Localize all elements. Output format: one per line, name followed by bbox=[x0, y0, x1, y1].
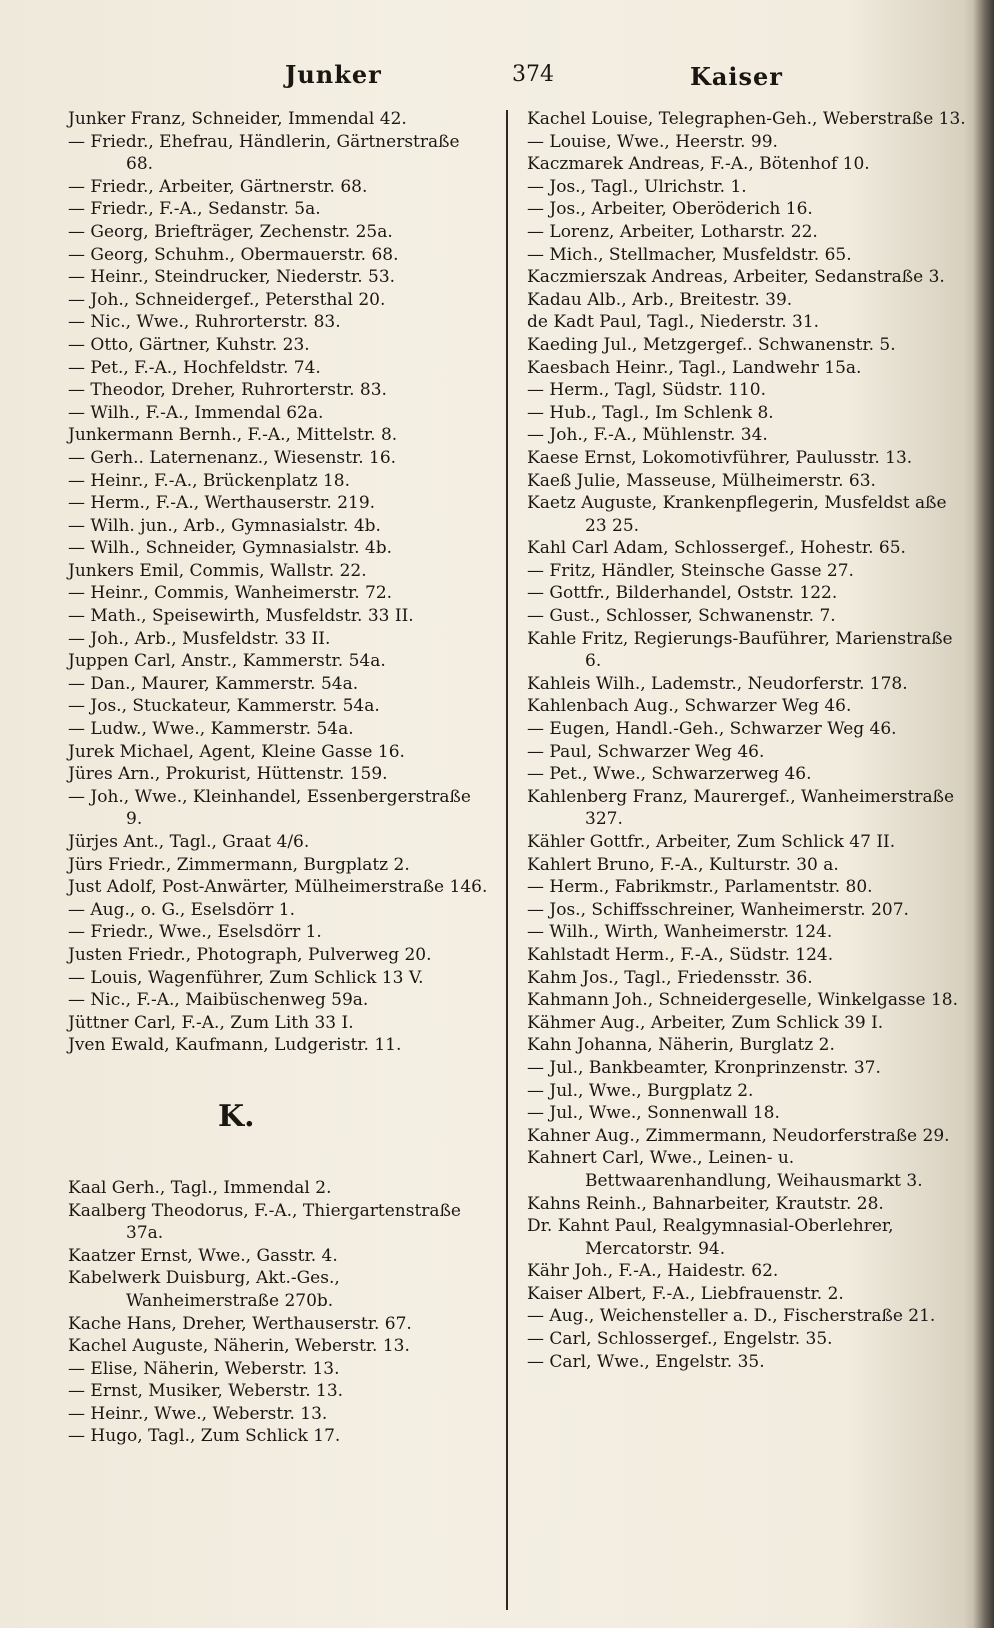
page-number: 374 bbox=[512, 62, 554, 87]
directory-entry: Kaese Ernst, Lokomotivführer, Paulusstr. 13. bbox=[527, 447, 913, 468]
directory-entry: — Heinr., Steindrucker, Niederstr. 53. bbox=[68, 267, 396, 288]
directory-entry: Kahlert Bruno, F.-A., Kulturstr. 30 a. bbox=[527, 854, 839, 875]
directory-entry: Kache Hans, Dreher, Werthauserstr. 67. bbox=[68, 1313, 412, 1334]
directory-entry: — Dan., Maurer, Kammerstr. 54a. bbox=[68, 673, 359, 694]
directory-entry: Jürs Friedr., Zimmermann, Burgplatz 2. bbox=[68, 854, 410, 875]
directory-entry: Justen Friedr., Photograph, Pulverweg 20. bbox=[68, 944, 432, 965]
directory-entry: — Gottfr., Bilderhandel, Oststr. 122. bbox=[527, 583, 838, 604]
directory-entry: Kaczmarek Andreas, F.-A., Bötenhof 10. bbox=[527, 154, 870, 175]
directory-entry: Jüres Arn., Prokurist, Hüttenstr. 159. bbox=[68, 764, 388, 785]
directory-entry: — Fritz, Händler, Steinsche Gasse 27. bbox=[527, 560, 854, 581]
directory-entry: Kaal Gerh., Tagl., Immendal 2. bbox=[68, 1177, 332, 1198]
directory-entry: — Friedr., Arbeiter, Gärtnerstr. 68. bbox=[68, 176, 368, 197]
book-spine-shadow bbox=[972, 0, 994, 1628]
header-left-keyword: Junker bbox=[285, 60, 382, 89]
directory-entry: — Aug., o. G., Eselsdörr 1. bbox=[68, 899, 296, 920]
directory-entry: Jurek Michael, Agent, Kleine Gasse 16. bbox=[68, 741, 405, 762]
directory-entry: Junker Franz, Schneider, Immendal 42. bbox=[68, 109, 407, 129]
directory-entry: — Jul., Bankbeamter, Kronprinzenstr. 37. bbox=[527, 1057, 881, 1078]
directory-entry: — Mich., Stellmacher, Musfeldstr. 65. bbox=[527, 244, 852, 265]
directory-entry: — Heinr., Commis, Wanheimerstr. 72. bbox=[68, 583, 393, 604]
section-letter: K. bbox=[218, 1098, 255, 1134]
directory-entry: Kachel Louise, Telegraphen-Geh., Weberstraße 13. bbox=[527, 109, 966, 129]
directory-entry: Kähr Joh., F.-A., Haidestr. 62. bbox=[527, 1261, 779, 1282]
directory-entry: — Jos., Stuckateur, Kammerstr. 54a. bbox=[68, 696, 380, 717]
directory-entry: Kahmann Joh., Schneidergeselle, Winkelgasse 18. bbox=[527, 990, 958, 1011]
directory-entry: — Wilh., F.-A., Immendal 62a. bbox=[68, 402, 324, 423]
directory-entry: — Friedr., Ehefrau, Händlerin, Gärtnerstraße 68. bbox=[68, 131, 460, 175]
directory-entry: — Jul., Wwe., Sonnenwall 18. bbox=[527, 1103, 780, 1124]
directory-entry: Kaeding Jul., Metzgergef.. Schwanenstr. 5. bbox=[527, 334, 896, 355]
directory-entry: — Joh., Wwe., Kleinhandel, Essenbergerstraße 9. bbox=[68, 786, 471, 830]
directory-entry: Kaetz Auguste, Krankenpflegerin, Musfeldst aße 23 25. bbox=[527, 493, 947, 536]
directory-entry: Dr. Kahnt Paul, Realgymnasial-Oberlehrer, Mercatorstr. 94. bbox=[527, 1216, 894, 1259]
directory-entry: — Friedr., F.-A., Sedanstr. 5a. bbox=[68, 199, 321, 220]
directory-entry: — Ludw., Wwe., Kammerstr. 54a. bbox=[68, 719, 354, 740]
directory-entry: Kahlstadt Herm., F.-A., Südstr. 124. bbox=[527, 944, 834, 965]
directory-entry: — Jos., Arbeiter, Oberöderich 16. bbox=[527, 199, 813, 220]
directory-entry: — Hugo, Tagl., Zum Schlick 17. bbox=[68, 1426, 341, 1447]
directory-entry: — Joh., Schneidergef., Petersthal 20. bbox=[68, 289, 386, 310]
directory-entry: Kadau Alb., Arb., Breitestr. 39. bbox=[527, 289, 793, 310]
directory-entry: Kahnert Carl, Wwe., Leinen- u. Bettwaarenhandlung, Weihausmarkt 3. bbox=[527, 1148, 923, 1191]
directory-entry: Jven Ewald, Kaufmann, Ludgeristr. 11. bbox=[68, 1035, 402, 1056]
directory-entry: — Herm., Fabrikmstr., Parlamentstr. 80. bbox=[527, 877, 873, 898]
directory-entry: Kabelwerk Duisburg, Akt.-Ges., Wanheimerstraße 270b. bbox=[68, 1268, 340, 1311]
directory-entry: — Eugen, Handl.-Geh., Schwarzer Weg 46. bbox=[527, 719, 897, 740]
directory-entry: — Theodor, Dreher, Ruhrorterstr. 83. bbox=[68, 380, 387, 401]
directory-entry: — Georg, Schuhm., Obermauerstr. 68. bbox=[68, 244, 399, 265]
directory-entry: Junkers Emil, Commis, Wallstr. 22. bbox=[68, 560, 367, 581]
directory-entry: Junkermann Bernh., F.-A., Mittelstr. 8. bbox=[68, 425, 398, 446]
directory-entry: de Kadt Paul, Tagl., Niederstr. 31. bbox=[527, 312, 820, 333]
directory-entry: — Herm., F.-A., Werthauserstr. 219. bbox=[68, 493, 376, 514]
directory-entry: Kahlenberg Franz, Maurergef., Wanheimerstraße 327. bbox=[527, 786, 955, 830]
directory-entry: — Paul, Schwarzer Weg 46. bbox=[527, 741, 765, 762]
directory-entry: — Heinr., Wwe., Weberstr. 13. bbox=[68, 1403, 328, 1424]
directory-entry: — Louise, Wwe., Heerstr. 99. bbox=[527, 131, 778, 152]
directory-entry: Kaiser Albert, F.-A., Liebfrauenstr. 2. bbox=[527, 1283, 844, 1304]
directory-entry: Kahleis Wilh., Lademstr., Neudorferstr. 178. bbox=[527, 673, 908, 694]
directory-entry: Kaeß Julie, Masseuse, Mülheimerstr. 63. bbox=[527, 470, 876, 491]
directory-entry: — Aug., Weichensteller a. D., Fischerstraße 21. bbox=[527, 1306, 936, 1327]
directory-entry: — Carl, Wwe., Engelstr. 35. bbox=[527, 1351, 765, 1372]
directory-entry: — Otto, Gärtner, Kuhstr. 23. bbox=[68, 334, 310, 355]
directory-entry: — Nic., Wwe., Ruhrorterstr. 83. bbox=[68, 312, 341, 333]
directory-entry: Kahl Carl Adam, Schlossergef., Hohestr. 65. bbox=[527, 538, 906, 559]
directory-entry: — Nic., F.-A., Maibüschenweg 59a. bbox=[68, 990, 369, 1011]
directory-entry: Kaatzer Ernst, Wwe., Gasstr. 4. bbox=[68, 1245, 338, 1266]
directory-entry: — Friedr., Wwe., Eselsdörr 1. bbox=[68, 922, 322, 943]
directory-entry: Jürjes Ant., Tagl., Graat 4/6. bbox=[68, 832, 310, 852]
directory-entry: — Hub., Tagl., Im Schlenk 8. bbox=[527, 402, 774, 423]
left-column bbox=[68, 108, 488, 1448]
directory-entry: Kähmer Aug., Arbeiter, Zum Schlick 39 I. bbox=[527, 1012, 884, 1033]
directory-entry: — Jul., Wwe., Burgplatz 2. bbox=[527, 1080, 754, 1101]
right-column bbox=[527, 108, 967, 1373]
directory-entry: Kahner Aug., Zimmermann, Neudorferstraße 29. bbox=[527, 1125, 950, 1146]
directory-entry: — Elise, Näherin, Weberstr. 13. bbox=[68, 1358, 340, 1379]
directory-entry: — Herm., Tagl, Südstr. 110. bbox=[527, 380, 766, 401]
directory-entry: Just Adolf, Post-Anwärter, Mülheimerstraße 146. bbox=[68, 877, 488, 898]
directory-entry: — Pet., Wwe., Schwarzerweg 46. bbox=[527, 764, 812, 785]
directory-entry: — Joh., Arb., Musfeldstr. 33 II. bbox=[68, 628, 331, 649]
directory-entry: Kähler Gottfr., Arbeiter, Zum Schlick 47 II. bbox=[527, 832, 896, 852]
directory-entry: — Lorenz, Arbeiter, Lotharstr. 22. bbox=[527, 221, 818, 242]
directory-entry: Kahns Reinh., Bahnarbeiter, Krautstr. 28. bbox=[527, 1193, 884, 1214]
left-entries-k bbox=[68, 1177, 488, 1448]
directory-entry: — Carl, Schlossergef., Engelstr. 35. bbox=[527, 1329, 833, 1350]
directory-entry: — Gerh.. Laternenanz., Wiesenstr. 16. bbox=[68, 447, 397, 468]
directory-entry: — Wilh. jun., Arb., Gymnasialstr. 4b. bbox=[68, 515, 381, 536]
directory-entry: — Ernst, Musiker, Weberstr. 13. bbox=[68, 1381, 344, 1402]
directory-entry: — Jos., Schiffsschreiner, Wanheimerstr. 207. bbox=[527, 899, 909, 920]
directory-entry: — Georg, Briefträger, Zechenstr. 25a. bbox=[68, 221, 393, 242]
directory-entry: — Joh., F.-A., Mühlenstr. 34. bbox=[527, 425, 768, 446]
directory-entry: Kaalberg Theodorus, F.-A., Thiergartenstraße 37a. bbox=[68, 1200, 461, 1244]
directory-entry: — Louis, Wagenführer, Zum Schlick 13 V. bbox=[68, 967, 424, 988]
directory-entry: — Wilh., Wirth, Wanheimerstr. 124. bbox=[527, 922, 833, 943]
directory-entry: Juppen Carl, Anstr., Kammerstr. 54a. bbox=[68, 651, 386, 672]
directory-entry: — Wilh., Schneider, Gymnasialstr. 4b. bbox=[68, 538, 393, 559]
directory-entry: Kahle Fritz, Regierungs-Bauführer, Marienstraße 6. bbox=[527, 628, 953, 672]
directory-entry: Kahm Jos., Tagl., Friedensstr. 36. bbox=[527, 967, 813, 988]
right-entries bbox=[527, 108, 967, 1373]
directory-entry: Kachel Auguste, Näherin, Weberstr. 13. bbox=[68, 1336, 410, 1357]
directory-entry: — Gust., Schlosser, Schwanenstr. 7. bbox=[527, 606, 836, 627]
column-divider bbox=[506, 110, 508, 1610]
directory-entry: Jüttner Carl, F.-A., Zum Lith 33 I. bbox=[68, 1012, 354, 1033]
directory-entry: Kaesbach Heinr., Tagl., Landwehr 15a. bbox=[527, 357, 862, 378]
directory-entry: Kahlenbach Aug., Schwarzer Weg 46. bbox=[527, 696, 852, 717]
directory-entry: Kahn Johanna, Näherin, Burglatz 2. bbox=[527, 1035, 835, 1056]
directory-entry: — Jos., Tagl., Ulrichstr. 1. bbox=[527, 176, 747, 197]
page-header bbox=[0, 60, 960, 100]
header-right-keyword: Kaiser bbox=[690, 62, 783, 91]
directory-entry: — Math., Speisewirth, Musfeldstr. 33 II. bbox=[68, 606, 414, 627]
directory-entry: — Pet., F.-A., Hochfeldstr. 74. bbox=[68, 357, 321, 378]
directory-entry: Kaczmierszak Andreas, Arbeiter, Sedanstraße 3. bbox=[527, 267, 945, 288]
left-entries-j bbox=[68, 108, 488, 1057]
directory-entry: — Heinr., F.-A., Brückenplatz 18. bbox=[68, 470, 351, 491]
